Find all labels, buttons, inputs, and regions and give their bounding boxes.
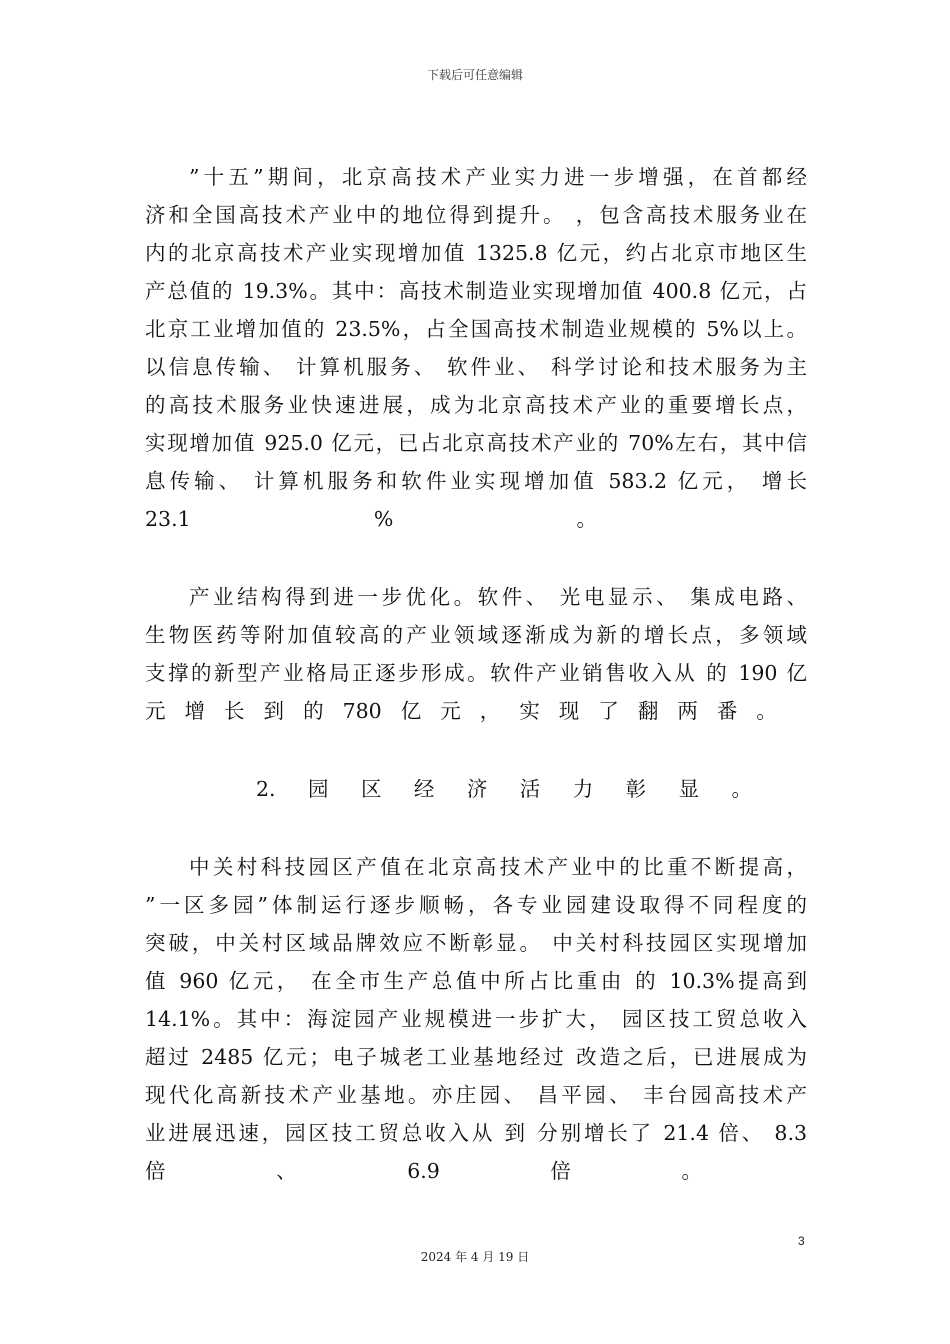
heading-char: 。	[731, 777, 752, 801]
text-fragment: 两	[677, 699, 698, 723]
text-fragment: 亿	[400, 699, 422, 723]
heading-char: 活	[519, 777, 541, 801]
text-fragment: 到	[263, 699, 285, 723]
text-fragment: 。	[756, 699, 777, 723]
text-fragment: ，	[479, 699, 501, 723]
page-number: 3	[798, 1234, 805, 1248]
heading-char: 济	[466, 777, 488, 801]
text-line: 业进展迅速，园区技工贸总收入从 到 分别增长了 21.4 倍、 8.3	[145, 1121, 807, 1145]
text-fragment: 长	[224, 699, 245, 723]
text-line: 现代化高新技术产业基地。亦庄园、 昌平园、 丰台园高技术产	[145, 1083, 807, 1107]
text-line: 内的北京高技术产业实现增加值 1325.8 亿元，约占北京市地区生	[145, 241, 807, 265]
text-fragment: 23.1	[145, 507, 191, 531]
text-fragment: 的	[303, 699, 324, 723]
text-fragment: 、	[276, 1159, 297, 1183]
text-fragment: 实	[519, 699, 540, 723]
text-line: 实现增加值 925.0 亿元，已占北京高技术产业的 70%左右，其中信	[145, 431, 807, 455]
text-line: 超过 2485 亿元；电子城老工业基地经过 改造之后，已进展成为	[145, 1045, 807, 1069]
text-line: 中关村科技园区产值在北京高技术产业中的比重不断提高，	[189, 855, 807, 879]
heading-char: 彰	[625, 777, 647, 801]
text-fragment: %	[373, 507, 394, 531]
text-fragment: 6.9	[407, 1159, 440, 1183]
text-line: 生物医药等附加值较高的产业领域逐渐成为新的增长点，多领域	[145, 623, 807, 647]
document-body	[145, 158, 807, 1190]
text-fragment: 780	[342, 699, 382, 723]
heading-char: 区	[360, 777, 382, 801]
text-fragment: 增	[184, 699, 206, 723]
text-fragment: 元	[145, 699, 166, 723]
text-line: 突破，中关村区域品牌效应不断彰显。 中关村科技园区实现增加	[145, 931, 807, 955]
heading-char: 显	[678, 777, 700, 801]
page-header: 下载后可任意编辑	[426, 68, 523, 82]
text-line: 的高技术服务业快速进展，成为北京高技术产业的重要增长点，	[145, 393, 807, 417]
text-fragment: 番	[716, 699, 738, 723]
text-line-spread	[145, 1152, 807, 1190]
text-line: 产业结构得到进一步优化。软件、 光电显示、 集成电路、	[189, 585, 807, 609]
text-line: 14.1%。其中：海淀园产业规模进一步扩大， 园区技工贸总收入	[145, 1007, 807, 1031]
text-line-spread	[145, 500, 807, 538]
paragraph-zhongguancun	[145, 848, 807, 1190]
text-line: 支撑的新型产业格局正逐步形成。软件产业销售收入从 的 190 亿	[145, 661, 807, 685]
text-fragment: 现	[558, 699, 580, 723]
footer-date: 2024 年 4 月 19 日	[420, 1250, 530, 1264]
text-fragment: 元	[440, 699, 461, 723]
text-fragment: 倍	[550, 1159, 571, 1183]
text-fragment: 了	[598, 699, 619, 723]
text-line: 北京工业增加值的 23.5%，占全国高技术制造业规模的 5%以上。	[145, 317, 807, 341]
paragraph-industry-structure	[145, 578, 807, 730]
text-fragment: 倍	[145, 1159, 166, 1183]
paragraph-industry-strength	[145, 158, 807, 538]
text-line: ”十五”期间，北京高技术产业实力进一步增强，在首都经	[189, 165, 807, 189]
text-line: 济和全国高技术产业中的地位得到提升。 ，包含高技术服务业在	[145, 203, 807, 227]
section-heading	[145, 770, 807, 808]
text-line-spread	[145, 692, 807, 730]
text-line: 以信息传输、 计算机服务、 软件业、 科学讨论和技术服务为主	[145, 355, 807, 379]
text-line: 息传输、 计算机服务和软件业实现增加值 583.2 亿元， 增长	[145, 469, 807, 493]
text-fragment: 翻	[637, 699, 659, 723]
heading-char: 力	[572, 777, 594, 801]
heading-number: 2.	[256, 777, 276, 801]
text-line: ”一区多园”体制运行逐步顺畅，各专业园建设取得不同程度的	[145, 893, 807, 917]
heading-char: 园	[308, 777, 329, 801]
text-fragment: 。	[681, 1159, 702, 1183]
text-line: 值 960 亿元， 在全市生产总值中所占比重由 的 10.3%提高到	[145, 969, 807, 993]
text-fragment: 。	[576, 507, 597, 531]
text-line: 产总值的 19.3%。其中：高技术制造业实现增加值 400.8 亿元，占	[145, 279, 807, 303]
heading-char: 经	[413, 777, 435, 801]
